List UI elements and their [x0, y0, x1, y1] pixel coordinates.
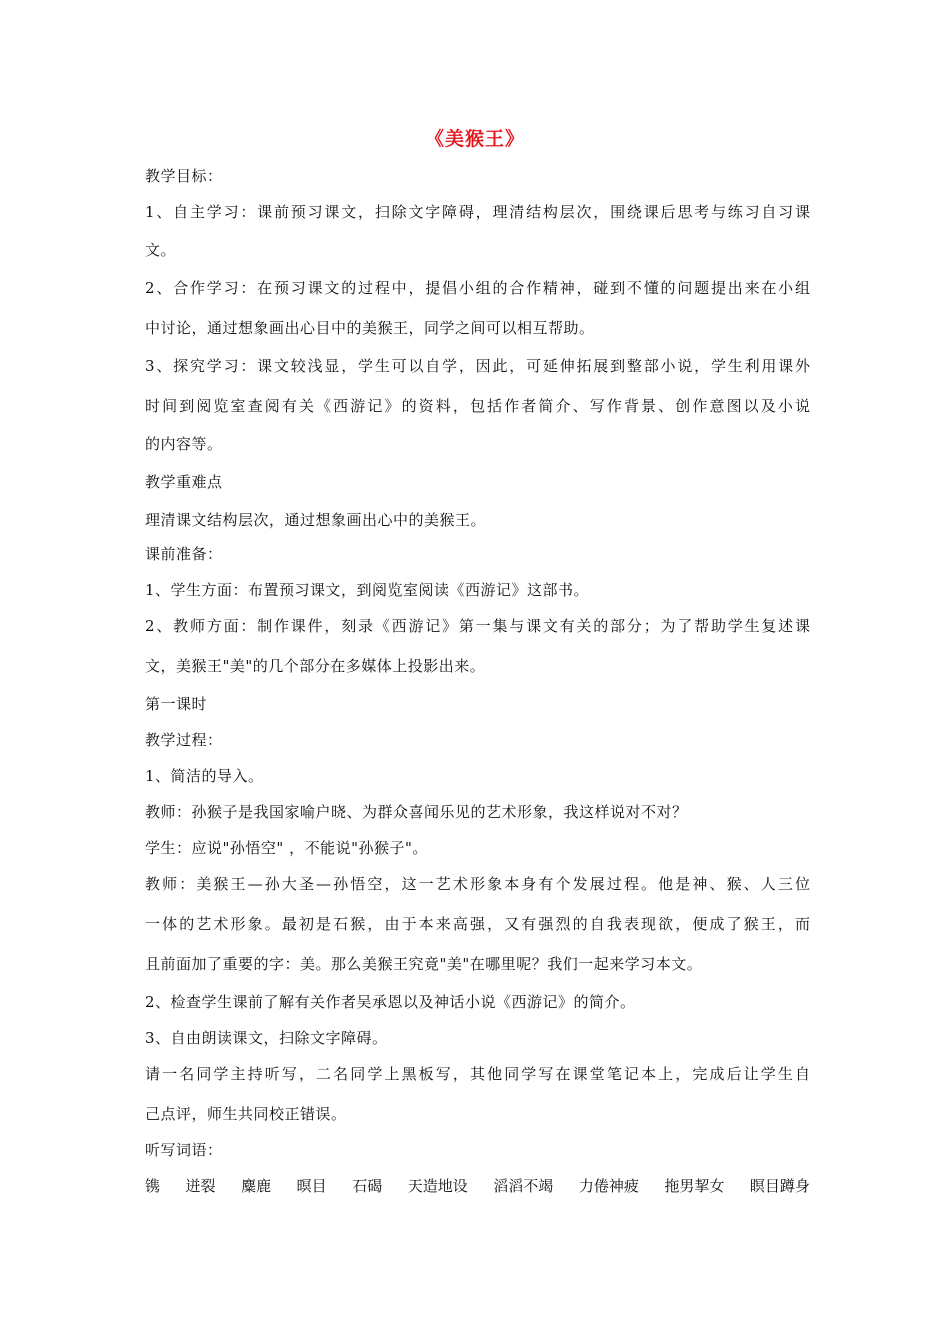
paragraph-line: 请一名同学主持听写，二名同学上黑板写，其他同学写在课堂笔记本上，完成后让学生自	[145, 1065, 810, 1083]
paragraph-line: 的内容等。	[145, 435, 223, 453]
dictation-word: 滔滔不竭	[493, 1177, 554, 1195]
paragraph-line: 2、合作学习：在预习课文的过程中，提倡小组的合作精神，碰到不懂的问题提出来在小组	[145, 279, 810, 297]
dictation-word: 天造地设	[407, 1177, 468, 1195]
section-heading-preparation: 课前准备：	[145, 545, 223, 563]
dictation-word: 力倦神疲	[578, 1177, 639, 1195]
section-heading-first-lesson: 第一课时	[145, 695, 208, 713]
dictation-word-list	[145, 1176, 810, 1196]
section-heading-objectives: 教学目标：	[145, 167, 223, 185]
paragraph-line: 学生：应说"孙悟空" ，不能说"孙猴子"。	[145, 839, 428, 857]
paragraph-line: 1、简洁的导入。	[145, 767, 264, 785]
paragraph-line: 1、自主学习：课前预习课文，扫除文字障碍，理清结构层次，围绕课后思考与练习自习课	[145, 203, 810, 221]
paragraph-line: 文，美猴王"美"的几个部分在多媒体上投影出来。	[145, 657, 486, 675]
dictation-word: 迸裂	[185, 1177, 216, 1195]
paragraph-line: 中讨论，通过想象画出心目中的美猴王，同学之间可以相互帮助。	[145, 319, 595, 337]
dictation-word: 镌	[145, 1177, 161, 1195]
paragraph-line: 理清课文结构层次，通过想象画出心中的美猴王。	[145, 511, 487, 529]
paragraph-line: 2、教师方面：制作课件，刻录《西游记》第一集与课文有关的部分；为了帮助学生复述课	[145, 617, 810, 635]
paragraph-line: 文。	[145, 241, 177, 259]
paragraph-line: 1、学生方面：布置预习课文，到阅览室阅读《西游记》这部书。	[145, 581, 590, 599]
paragraph-line: 教师：美猴王—孙大圣—孙悟空，这一艺术形象本身有个发展过程。他是神、猴、人三位	[145, 875, 810, 893]
dictation-word: 麋鹿	[241, 1177, 272, 1195]
paragraph-line: 且前面加了重要的字：美。那么美猴王究竟"美"在哪里呢？我们一起来学习本文。	[145, 955, 703, 973]
paragraph-line: 时间到阅览室查阅有关《西游记》的资料，包括作者简介、写作背景、创作意图以及小说	[145, 397, 810, 415]
section-heading-dictation: 听写词语：	[145, 1141, 223, 1159]
section-heading-key-points: 教学重难点	[145, 473, 223, 491]
dictation-word: 瞑目蹲身	[749, 1177, 810, 1195]
section-heading-process: 教学过程：	[145, 731, 223, 749]
dictation-word: 石碣	[352, 1177, 383, 1195]
paragraph-line: 2、检查学生课前了解有关作者吴承恩以及神话小说《西游记》的简介。	[145, 993, 636, 1011]
document-title: 《美猴王》	[424, 128, 525, 150]
paragraph-line: 教师：孙猴子是我国家喻户晓、为群众喜闻乐见的艺术形象，我这样说对不对？	[145, 803, 688, 821]
paragraph-line: 一体的艺术形象。最初是石猴，由于本来高强，又有强烈的自我表现欲，便成了猴王，而	[145, 915, 810, 933]
paragraph-line: 3、自由朗读课文，扫除文字障碍。	[145, 1029, 388, 1047]
paragraph-line: 己点评，师生共同校正错误。	[145, 1105, 347, 1123]
dictation-word: 拖男挈女	[664, 1177, 725, 1195]
dictation-word: 暝目	[296, 1177, 327, 1195]
paragraph-line: 3、探究学习：课文较浅显，学生可以自学，因此，可延伸拓展到整部小说，学生利用课外	[145, 357, 810, 375]
